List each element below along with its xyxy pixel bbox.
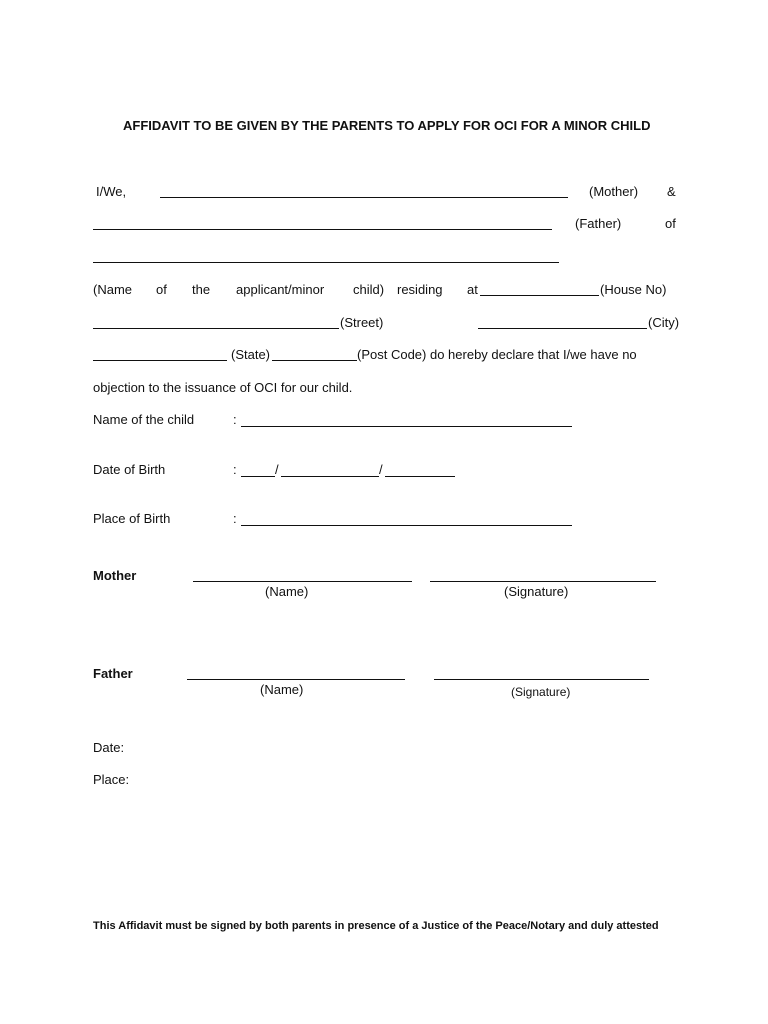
street-label: (Street) bbox=[340, 315, 384, 330]
mother-signature-line[interactable] bbox=[430, 581, 656, 582]
paren-name: (Name bbox=[93, 282, 133, 297]
pob-field[interactable] bbox=[241, 525, 572, 526]
mother-heading: Mother bbox=[93, 568, 137, 583]
father-signature-caption: (Signature) bbox=[511, 685, 571, 699]
father-heading: Father bbox=[93, 666, 133, 681]
paren-child: child) bbox=[353, 282, 385, 297]
iwe-label: I/We, bbox=[96, 184, 127, 199]
house-no-blank[interactable] bbox=[480, 295, 599, 296]
paren-applicant: applicant/minor bbox=[236, 282, 325, 297]
mother-name-blank[interactable] bbox=[160, 197, 568, 198]
of-word: of bbox=[665, 216, 676, 231]
state-blank[interactable] bbox=[93, 360, 227, 361]
state-label: (State) bbox=[231, 347, 271, 362]
dob-slash: / bbox=[275, 462, 279, 477]
dob-slash: / bbox=[379, 462, 383, 477]
street-blank[interactable] bbox=[93, 328, 339, 329]
date-label: Date: bbox=[93, 740, 125, 755]
paren-the: the bbox=[192, 282, 211, 297]
ampersand: & bbox=[667, 184, 676, 199]
colon: : bbox=[233, 412, 237, 427]
mother-name-line[interactable] bbox=[193, 581, 412, 582]
post-code-label: (Post Code) do hereby declare that I/we have no bbox=[357, 347, 637, 362]
child-name-blank[interactable] bbox=[93, 262, 559, 263]
father-name-caption: (Name) bbox=[260, 682, 304, 697]
place-label: Place: bbox=[93, 772, 130, 787]
city-label: (City) bbox=[648, 315, 680, 330]
child-name-field[interactable] bbox=[241, 426, 572, 427]
colon: : bbox=[233, 462, 237, 477]
house-no-label: (House No) bbox=[600, 282, 667, 297]
pob-label: Place of Birth bbox=[93, 511, 171, 526]
city-blank[interactable] bbox=[478, 328, 647, 329]
mother-signature-caption: (Signature) bbox=[504, 584, 569, 599]
child-name-label: Name of the child bbox=[93, 412, 195, 427]
page-title: AFFIDAVIT TO BE GIVEN BY THE PARENTS TO APPLY FOR OCI FOR A MINOR CHILD bbox=[123, 118, 651, 133]
father-name-line[interactable] bbox=[187, 679, 405, 680]
father-label: (Father) bbox=[575, 216, 622, 231]
father-name-blank[interactable] bbox=[93, 229, 552, 230]
colon: : bbox=[233, 511, 237, 526]
mother-label: (Mother) bbox=[589, 184, 639, 199]
post-code-blank[interactable] bbox=[272, 360, 357, 361]
mother-name-caption: (Name) bbox=[265, 584, 309, 599]
objection-text: objection to the issuance of OCI for our child. bbox=[93, 380, 353, 395]
dob-day-field[interactable] bbox=[241, 476, 275, 477]
dob-month-field[interactable] bbox=[281, 476, 379, 477]
father-signature-line[interactable] bbox=[434, 679, 649, 680]
residing-word: residing bbox=[397, 282, 443, 297]
dob-label: Date of Birth bbox=[93, 462, 166, 477]
dob-year-field[interactable] bbox=[385, 476, 455, 477]
paren-of: of bbox=[156, 282, 167, 297]
footer-note: This Affidavit must be signed by both parents in presence of a Justice of the Peace/Notary and duly attested bbox=[93, 920, 659, 932]
at-word: at bbox=[467, 282, 478, 297]
